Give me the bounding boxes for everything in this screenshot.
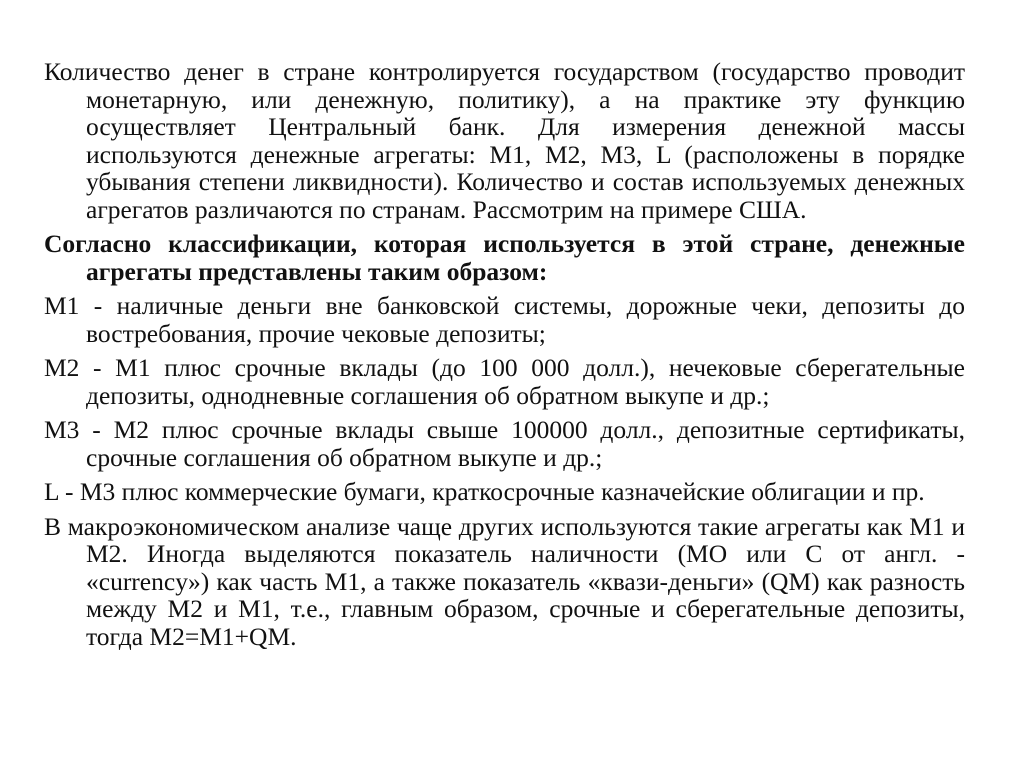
intro-paragraph: Количество денег в стране контролируется государством (государство проводит монетарную, или денежную, политику), а на практике эту функцию осуществляет Центральный банк. Для измерения денежной массы используются денежные агрегаты: М1, М2, М3, L (расположены в порядке убывания степени ликвидности). Количество и состав используемых денежных агрегатов различаются по странам. Рассмотрим на примере США. bbox=[44, 57, 965, 224]
slide-content bbox=[44, 58, 965, 657]
aggregate-m2-definition: М2 - М1 плюс срочные вклады (до 100 000 долл.), нечековые сберегательные депозиты, однодневные соглашения об обратном выкупе и др.; bbox=[44, 353, 965, 410]
macro-analysis-paragraph: В макроэкономическом анализе чаще других используются такие агрегаты как М1 и М2. Иногда выделяются показатель наличности (МО или С от англ. - «currency») как часть М1, а также показатель «квази-деньги» (QM) как разность между М2 и М1, т.е., главным образом, срочные и сберегательные депозиты, тогда М2=М1+QM. bbox=[44, 511, 965, 651]
aggregate-m1-definition: М1 - наличные деньги вне банковской системы, дорожные чеки, депозиты до востребования, прочие чековые депозиты; bbox=[44, 291, 965, 348]
aggregate-l-definition: L - М3 плюс коммерческие бумаги, краткосрочные казначейские облигации и пр. bbox=[44, 477, 925, 506]
classification-heading: Согласно классификации, которая используется в этой стране, денежные агрегаты представлены таким образом: bbox=[44, 229, 965, 286]
aggregate-m3-definition: М3 - М2 плюс срочные вклады свыше 100000 долл., депозитные сертификаты, срочные соглашения об обратном выкупе и др.; bbox=[44, 415, 965, 472]
